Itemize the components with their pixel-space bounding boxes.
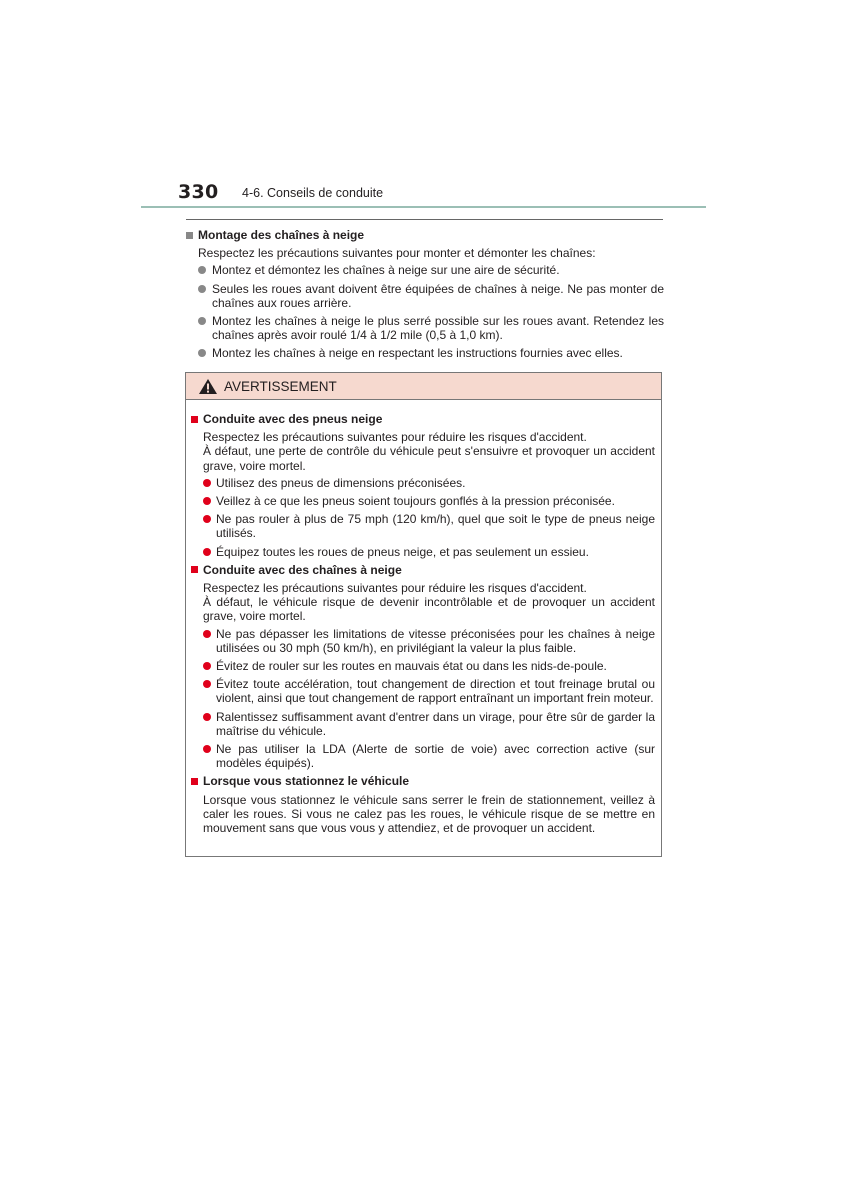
list-item bbox=[197, 263, 664, 277]
warning-list bbox=[191, 476, 655, 559]
square-bullet-icon bbox=[186, 232, 193, 239]
warning-section-heading bbox=[191, 412, 655, 426]
circle-bullet-icon bbox=[203, 515, 211, 523]
warning-section-intro bbox=[203, 581, 655, 624]
warning-list bbox=[191, 627, 655, 771]
page-number: 330 bbox=[178, 181, 219, 203]
chains-list bbox=[186, 263, 664, 360]
warning-header bbox=[186, 373, 661, 400]
warning-section-intro bbox=[203, 430, 655, 473]
chains-intro: Respectez les précautions suivantes pour monter et démonter les chaînes: bbox=[198, 246, 596, 261]
list-item-text: Équipez toutes les roues de pneus neige, et pas seulement un essieu. bbox=[216, 544, 589, 559]
warning-section-intro bbox=[203, 793, 655, 836]
list-item-text: Évitez toute accélération, tout changement de direction et tout freinage brutal ou violent, ainsi que tout changement de rapport entraînant un important frein moteur. bbox=[216, 677, 655, 706]
chains-section bbox=[186, 228, 664, 365]
list-item bbox=[197, 282, 664, 310]
circle-bullet-icon bbox=[203, 662, 211, 670]
list-item-text: Ne pas rouler à plus de 75 mph (120 km/h), quel que soit le type de pneus neige utilisés. bbox=[216, 512, 655, 541]
warning-triangle-icon bbox=[198, 378, 218, 395]
warning-section-title: Conduite avec des chaînes à neige bbox=[203, 562, 402, 577]
warning-body bbox=[186, 400, 661, 835]
intro-line: Respectez les précautions suivantes pour réduire les risques d'accident. bbox=[203, 581, 587, 596]
list-item-text: Ne pas utiliser la LDA (Alerte de sortie de voie) avec correction active (sur modèles équipés). bbox=[216, 742, 655, 771]
circle-bullet-icon bbox=[203, 713, 211, 721]
list-item bbox=[203, 742, 655, 770]
list-item bbox=[197, 346, 664, 360]
list-item bbox=[197, 314, 664, 342]
intro-line: À défaut, le véhicule risque de devenir incontrôlable et de provoquer un accident grave, voire mortel. bbox=[203, 595, 655, 624]
list-item bbox=[203, 494, 655, 508]
intro-line: À défaut, une perte de contrôle du véhicule peut s'ensuivre et provoquer un accident grave, voire mortel. bbox=[203, 444, 655, 473]
circle-bullet-icon bbox=[203, 497, 211, 505]
list-item-text: Ralentissez suffisamment avant d'entrer dans un virage, pour être sûr de garder la maîtrise du véhicule. bbox=[216, 709, 655, 738]
list-item-text: Veillez à ce que les pneus soient toujours gonflés à la pression préconisée. bbox=[216, 494, 615, 509]
list-item-text: Seules les roues avant doivent être équipées de chaînes à neige. Ne pas monter de chaînes aux roues arrière. bbox=[212, 281, 664, 310]
circle-bullet-icon bbox=[198, 266, 206, 274]
circle-bullet-icon bbox=[203, 548, 211, 556]
chains-heading-text: Montage des chaînes à neige bbox=[198, 228, 365, 242]
warning-box bbox=[185, 372, 662, 857]
list-item bbox=[203, 677, 655, 705]
circle-bullet-icon bbox=[203, 745, 211, 753]
intro-line: Lorsque vous stationnez le véhicule sans serrer le frein de stationnement, veillez à caler les roues. Si vous ne calez pas les roues, le véhicule risque de se mettre en mouvement sans que vous vous y attendiez, et de provoquer un accident. bbox=[203, 792, 655, 836]
circle-bullet-icon bbox=[203, 479, 211, 487]
warning-section-title: Conduite avec des pneus neige bbox=[203, 412, 383, 426]
list-item bbox=[203, 659, 655, 673]
list-item bbox=[203, 476, 655, 490]
chapter-title: 4-6. Conseils de conduite bbox=[242, 186, 384, 200]
warning-section-heading bbox=[191, 563, 655, 577]
list-item-text: Évitez de rouler sur les routes en mauvais état ou dans les nids-de-poule. bbox=[216, 659, 607, 674]
warning-title: AVERTISSEMENT bbox=[224, 378, 337, 394]
circle-bullet-icon bbox=[203, 630, 211, 638]
square-bullet-icon bbox=[191, 778, 198, 785]
section-rule bbox=[186, 219, 663, 220]
list-item bbox=[203, 627, 655, 655]
list-item-text: Montez les chaînes à neige le plus serré possible sur les roues avant. Retendez les chaînes après avoir roulé 1/4 à 1/2 mile (0,5 à 1,0 km). bbox=[212, 314, 664, 343]
circle-bullet-icon bbox=[198, 317, 206, 325]
circle-bullet-icon bbox=[203, 680, 211, 688]
warning-section-title: Lorsque vous stationnez le véhicule bbox=[203, 774, 410, 789]
list-item bbox=[203, 545, 655, 559]
intro-line: Respectez les précautions suivantes pour réduire les risques d'accident. bbox=[203, 430, 587, 445]
list-item bbox=[203, 512, 655, 540]
list-item-text: Montez et démontez les chaînes à neige sur une aire de sécurité. bbox=[212, 263, 560, 278]
list-item bbox=[203, 710, 655, 738]
square-bullet-icon bbox=[191, 416, 198, 423]
square-bullet-icon bbox=[191, 566, 198, 573]
header-rule bbox=[141, 206, 706, 208]
list-item-text: Utilisez des pneus de dimensions préconisées. bbox=[216, 475, 466, 490]
warning-section-heading bbox=[191, 774, 655, 788]
list-item-text: Ne pas dépasser les limitations de vitesse préconisées pour les chaînes à neige utilisées ou 30 mph (50 km/h), en privilégiant la valeur la plus faible. bbox=[216, 626, 655, 655]
chains-heading bbox=[186, 228, 664, 242]
circle-bullet-icon bbox=[198, 349, 206, 357]
list-item-text: Montez les chaînes à neige en respectant les instructions fournies avec elles. bbox=[212, 346, 623, 361]
circle-bullet-icon bbox=[198, 285, 206, 293]
